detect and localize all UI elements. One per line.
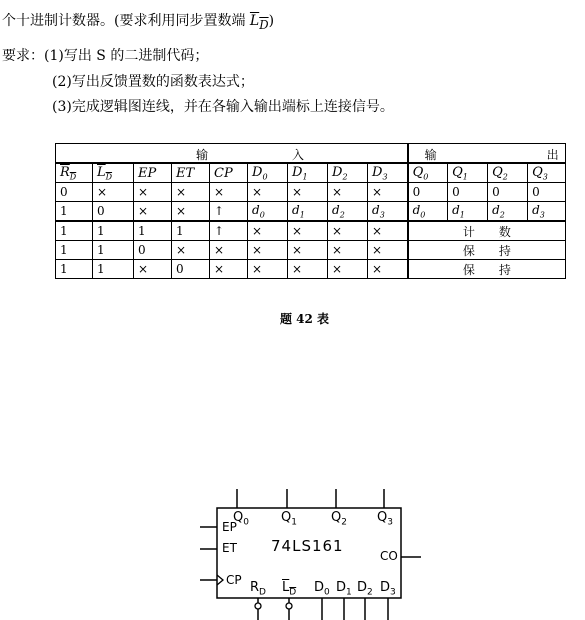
requirements-label: 要求： xyxy=(2,48,44,64)
table-cell: 1 xyxy=(56,260,93,279)
pin-label-et: ET xyxy=(222,541,237,555)
pin-label-q0: $Q_0$ xyxy=(233,510,249,528)
table-cell: × xyxy=(172,241,210,260)
input-group-header: 输 入 xyxy=(56,144,408,164)
table-cell: × xyxy=(368,241,408,260)
table-cell: × xyxy=(328,241,368,260)
table-cell: × xyxy=(210,183,248,202)
table-cell: 0 xyxy=(56,183,93,202)
table-cell: × xyxy=(288,241,328,260)
col-header-q1: $Q_1$ xyxy=(448,163,488,183)
pin-label-co: CO xyxy=(380,549,398,563)
table-cell: × xyxy=(368,260,408,279)
table-cell: × xyxy=(134,183,172,202)
table-row xyxy=(56,202,566,222)
table-cell: $d_2$ xyxy=(488,202,528,222)
col-header-d0: $D_0$ xyxy=(248,163,288,183)
table-cell: ↑ xyxy=(210,202,248,222)
pin-label-q2: $Q_2$ xyxy=(331,510,347,528)
table-cell: × xyxy=(368,221,408,241)
pin-label-rd: $R_D$ xyxy=(250,580,266,598)
pin-label-ld: $L_D$ xyxy=(282,580,297,598)
table-cell: 计 数 xyxy=(408,221,566,241)
table-row xyxy=(56,241,566,260)
pin-label-q1: $Q_1$ xyxy=(281,510,297,528)
table-cell: $d_1$ xyxy=(448,202,488,222)
table-cell: $d_0$ xyxy=(408,202,448,222)
table-cell: × xyxy=(288,183,328,202)
table-cell: 1 xyxy=(172,221,210,241)
col-header-ld: $L_D$ xyxy=(93,163,134,183)
table-cell: × xyxy=(248,260,288,279)
table-cell: × xyxy=(368,183,408,202)
table-cell: × xyxy=(93,183,134,202)
col-header-ep: EP xyxy=(134,163,172,183)
table-cell: 1 xyxy=(134,221,172,241)
rd-inversion-bubble xyxy=(255,603,261,609)
table-cell: 1 xyxy=(56,221,93,241)
table-cell: × xyxy=(328,221,368,241)
table-cell: 0 xyxy=(528,183,566,202)
table-cell: × xyxy=(134,202,172,222)
col-header-d2: $D_2$ xyxy=(328,163,368,183)
pin-label-q3: $Q_3$ xyxy=(377,510,393,528)
pin-label-d0: $D_0$ xyxy=(314,580,330,598)
table-cell: 0 xyxy=(93,202,134,222)
table-row xyxy=(56,221,566,241)
table-cell: 0 xyxy=(448,183,488,202)
table-cell: 1 xyxy=(56,241,93,260)
pin-label-d2: $D_2$ xyxy=(357,580,373,598)
pin-label-d1: $D_1$ xyxy=(336,580,352,598)
table-cell: × xyxy=(248,241,288,260)
intro-close: ) xyxy=(268,13,275,29)
table-cell: 0 xyxy=(408,183,448,202)
col-header-cp: CP xyxy=(210,163,248,183)
output-group-header: 输 出 xyxy=(408,144,566,164)
table-cell: $d_3$ xyxy=(528,202,566,222)
table-cell: 0 xyxy=(172,260,210,279)
intro-text: 个十进制计数器。(要求利用同步置数端 xyxy=(2,13,250,29)
pin-label-d3: $D_3$ xyxy=(380,580,396,598)
group-header-row xyxy=(56,144,566,164)
ld-inversion-bubble xyxy=(286,603,292,609)
table-row xyxy=(56,260,566,279)
table-cell: 1 xyxy=(56,202,93,222)
col-header-q3: $Q_3$ xyxy=(528,163,566,183)
table-cell: 0 xyxy=(488,183,528,202)
pin-label-cp: CP xyxy=(226,573,242,587)
col-header-d3: $D_3$ xyxy=(368,163,408,183)
table-cell: × xyxy=(210,260,248,279)
col-header-rd: $R_D$ xyxy=(56,163,93,183)
table-cell: 1 xyxy=(93,241,134,260)
table-cell: × xyxy=(172,202,210,222)
table-cell: $d_3$ xyxy=(368,202,408,222)
intro-line xyxy=(2,10,274,32)
table-cell: $d_2$ xyxy=(328,202,368,222)
table-cell: $d_0$ xyxy=(248,202,288,222)
table-cell: 1 xyxy=(93,221,134,241)
chip-name: 74LS161 xyxy=(271,537,344,555)
table-cell: × xyxy=(248,183,288,202)
pin-label-ep: EP xyxy=(222,520,237,534)
table-cell: 保 持 xyxy=(408,241,566,260)
table-cell: × xyxy=(328,183,368,202)
table-cell: × xyxy=(288,221,328,241)
clock-triangle xyxy=(217,575,223,585)
requirement-2: (2)写出反馈置数的函数表达式； xyxy=(52,74,254,90)
requirement-3: (3)完成逻辑图连线，并在各输入输出端标上连接信号。 xyxy=(52,99,394,115)
table-cell: × xyxy=(288,260,328,279)
table-cell: 1 xyxy=(93,260,134,279)
table-cell: × xyxy=(134,260,172,279)
table-cell: 0 xyxy=(134,241,172,260)
truth-table xyxy=(55,143,566,279)
requirement-1: 要求：(1)写出 S 的二进制代码； xyxy=(2,48,209,64)
table-cell: × xyxy=(172,183,210,202)
table-cell: × xyxy=(248,221,288,241)
col-header-et: ET xyxy=(172,163,210,183)
ld-symbol: $L_D$ xyxy=(249,13,269,32)
table-row xyxy=(56,183,566,202)
table-caption: 题 42 表 xyxy=(280,312,330,326)
table-cell: ↑ xyxy=(210,221,248,241)
table-cell: 保 持 xyxy=(408,260,566,279)
table-cell: × xyxy=(328,260,368,279)
table-cell: × xyxy=(210,241,248,260)
table-cell: $d_1$ xyxy=(288,202,328,222)
col-header-q0: $Q_0$ xyxy=(408,163,448,183)
col-header-q2: $Q_2$ xyxy=(488,163,528,183)
col-header-d1: $D_1$ xyxy=(288,163,328,183)
column-header-row xyxy=(56,163,566,183)
